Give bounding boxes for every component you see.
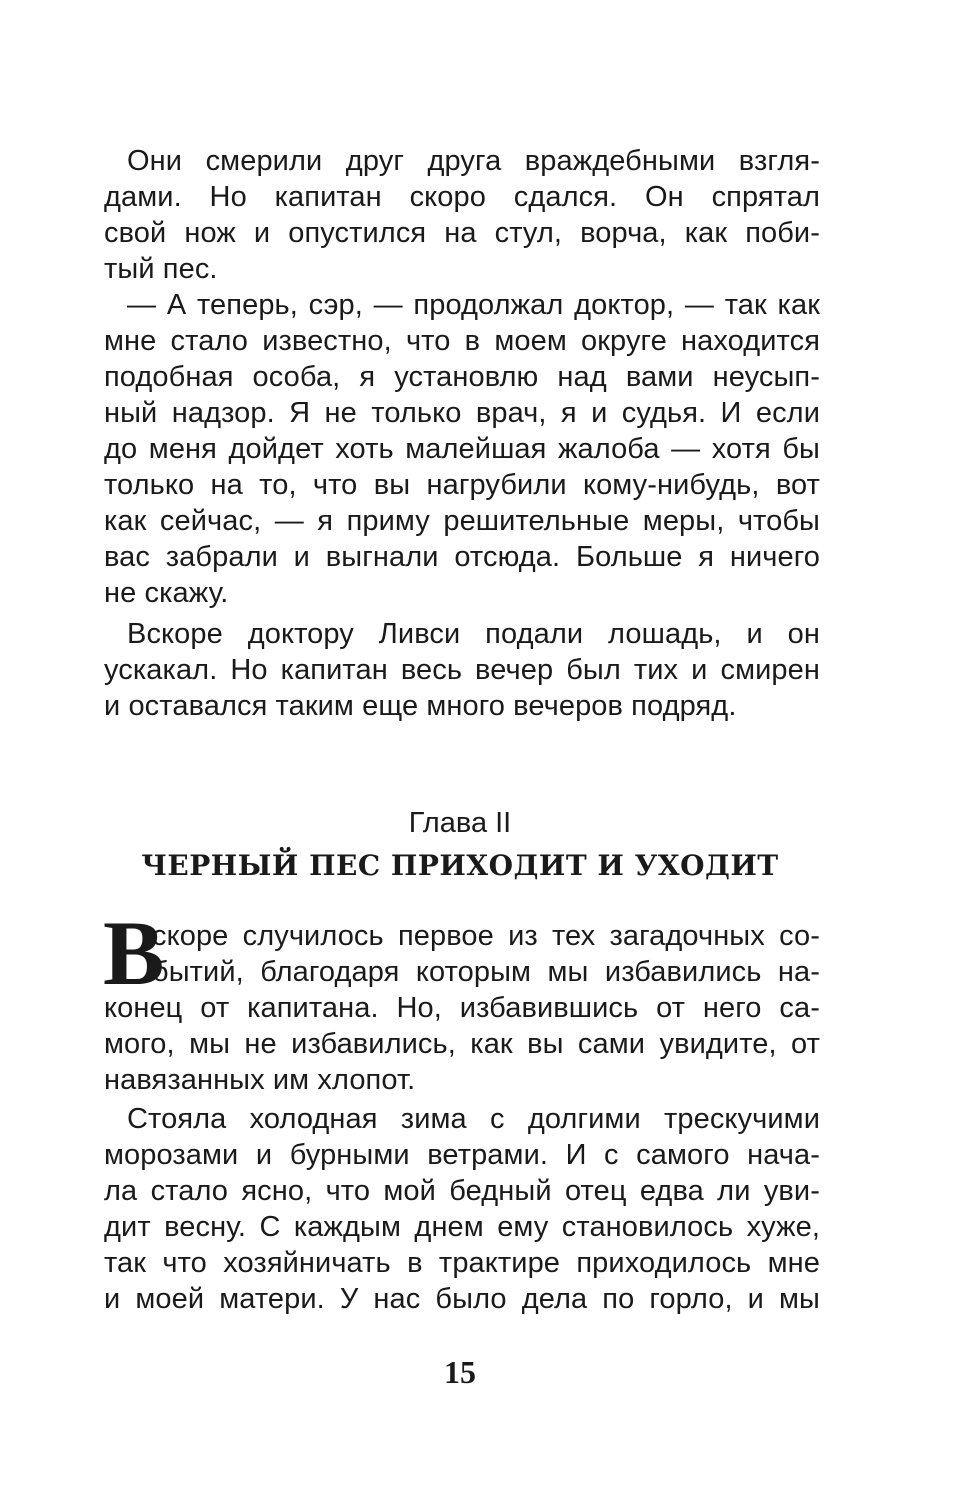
text-line: до меня дойдет хоть малейшая жалоба — хотя бы (104, 433, 820, 465)
text-line: как сейчас, — я приму решительные меры, чтобы (104, 505, 820, 537)
page-number: 15 (444, 1354, 476, 1390)
text-line: не скажу. (104, 577, 229, 609)
drop-cap: В (103, 902, 165, 1004)
text-line: так что хозяйничать в трактире приходилось мне (104, 1247, 820, 1279)
text-line: бытий, благодаря которым мы избавились на- (152, 956, 820, 988)
text-line: подобная особа, я установлю над вами неусып- (104, 361, 820, 393)
text-line: вас забрали и выгнали отсюда. Больше я ничего (104, 541, 820, 573)
text-line: свой нож и опустился на стул, ворча, как поби- (104, 217, 820, 249)
text-line: дит весну. С каждым днем ему становилось хуже, (104, 1211, 820, 1243)
text-line: Они смерили друг друга враждебными взгля- (127, 145, 820, 177)
text-line: скоре случилось первое из тех загадочных со- (152, 920, 820, 952)
text-line: ускакал. Но капитан весь вечер был тих и смирен (104, 654, 820, 686)
text-line: дами. Но капитан скоро сдался. Он спрятал (104, 181, 820, 213)
text-line: Вскоре доктору Ливси подали лошадь, и он (127, 618, 820, 650)
text-line: мого, мы не избавились, как вы сами увидите, от (104, 1028, 820, 1060)
text-line: только на то, что вы нагрубили кому-нибудь, вот (104, 469, 820, 501)
text-line: ный надзор. Я не только врач, я и судья. И если (104, 397, 820, 429)
chapter-title: ЧЕРНЫЙ ПЕС ПРИХОДИТ И УХОДИТ (141, 849, 779, 882)
text-line: конец от капитана. Но, избавившись от него са- (104, 992, 820, 1024)
text-line: ла стало ясно, что мой бедный отец едва ли уви- (104, 1175, 820, 1207)
text-line: тый пес. (104, 253, 218, 285)
chapter-number: Глава II (408, 807, 512, 839)
text-line: Стояла холодная зима с долгими трескучими (127, 1103, 820, 1135)
text-line: и оставался таким еще много вечеров подряд. (104, 690, 737, 722)
text-line: морозами и бурными ветрами. И с самого нача- (104, 1139, 820, 1171)
text-line: — А теперь, сэр, — продолжал доктор, — так как (127, 289, 820, 321)
text-line: навязанных им хлопот. (104, 1064, 416, 1096)
text-line: и моей матери. У нас было дела по горло, и мы (104, 1283, 820, 1315)
text-line: мне стало известно, что в моем округе находится (104, 325, 820, 357)
